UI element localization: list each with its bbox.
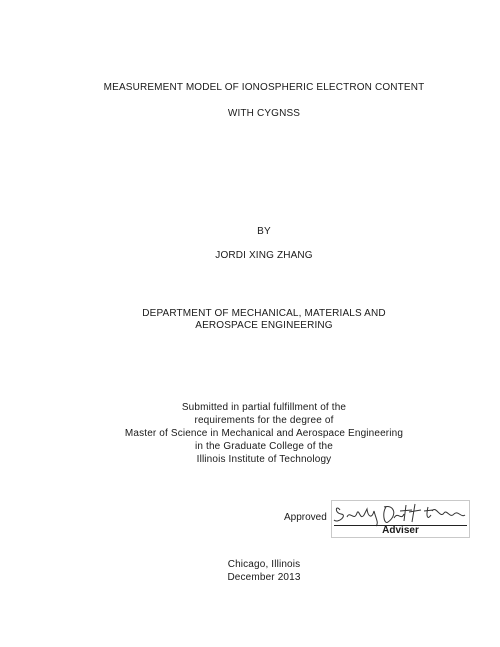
submission-line-4: in the Graduate College of the — [195, 441, 333, 452]
date-line: December 2013 — [227, 572, 301, 583]
department-line-1: DEPARTMENT OF MECHANICAL, MATERIALS AND — [142, 308, 386, 319]
signature-box — [331, 500, 470, 538]
place-line: Chicago, Illinois — [227, 559, 301, 570]
handwritten-signature — [332, 501, 471, 527]
author-name: JORDI XING ZHANG — [215, 250, 313, 261]
approval-block — [284, 500, 474, 540]
thesis-title-line-2: WITH CYGNSS — [227, 108, 301, 119]
submission-line-5: Illinois Institute of Technology — [196, 454, 332, 465]
submission-line-3: Master of Science in Mechanical and Aerospace Engineering — [124, 428, 404, 439]
by-label: BY — [257, 226, 271, 237]
thesis-title-line-1: MEASUREMENT MODEL OF IONOSPHERIC ELECTRON CONTENT — [103, 82, 425, 93]
submission-line-1: Submitted in partial fulfillment of the — [181, 402, 347, 413]
submission-line-2: requirements for the degree of — [194, 415, 334, 426]
approved-label: Approved — [284, 512, 327, 523]
department-line-2: AEROSPACE ENGINEERING — [195, 320, 333, 331]
adviser-caption: Adviser — [382, 525, 419, 536]
